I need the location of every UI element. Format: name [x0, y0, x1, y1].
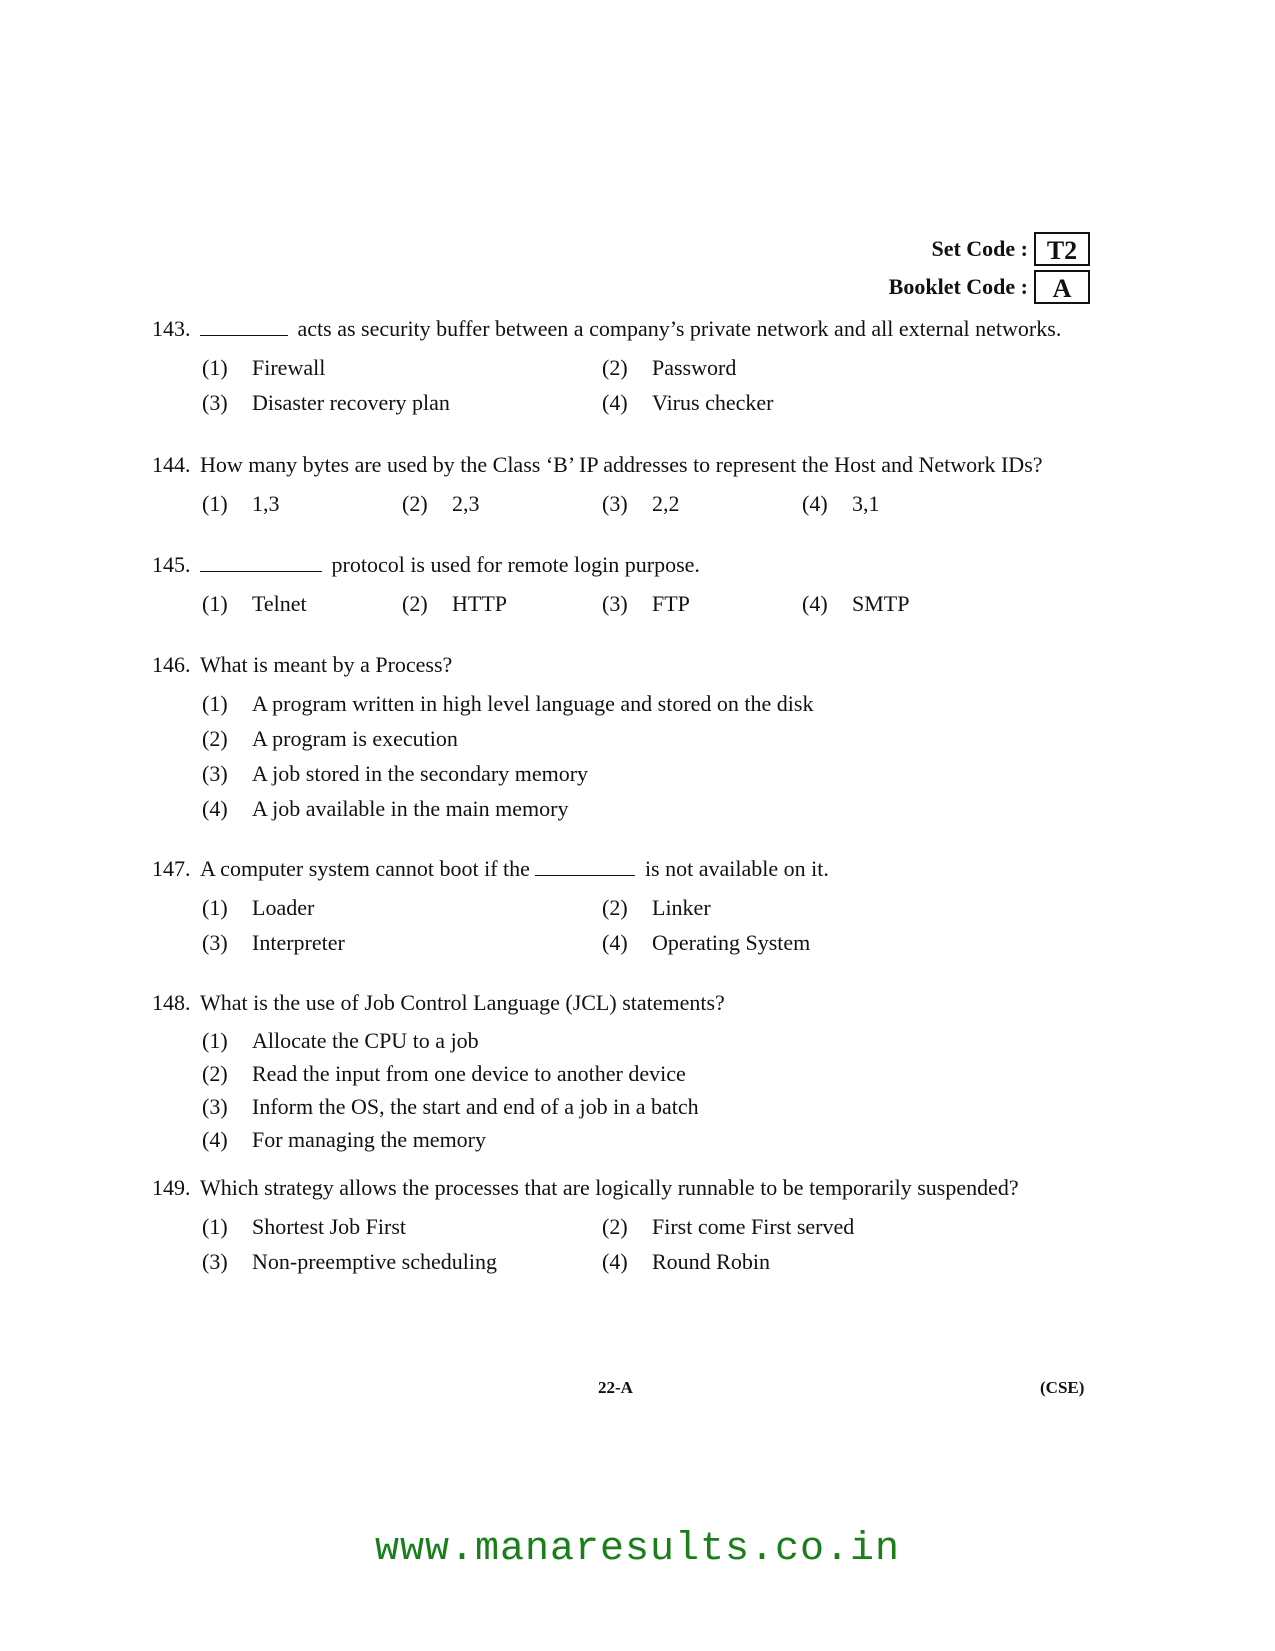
option-3	[202, 1249, 602, 1275]
booklet-code-box: A	[1034, 270, 1090, 304]
question-stem	[152, 452, 1092, 478]
option-1	[202, 491, 402, 517]
question-number: 146.	[152, 652, 191, 677]
question-text-post: is not available on it.	[644, 856, 829, 881]
option-1	[202, 1214, 602, 1240]
watermark-url[interactable]: www.manaresults.co.in	[374, 1527, 901, 1572]
option-1	[202, 355, 602, 381]
option-text: Interpreter	[252, 929, 345, 955]
option-1	[202, 691, 1002, 717]
question-145	[152, 552, 1092, 621]
option-number: (1)	[202, 1213, 228, 1239]
options	[202, 586, 1092, 621]
question-text	[200, 316, 1061, 342]
set-code-row	[889, 232, 1090, 266]
options	[202, 890, 1092, 960]
question-number: 147.	[152, 856, 191, 881]
booklet-code-label: Booklet Code :	[888, 274, 1028, 299]
fill-blank	[535, 859, 635, 876]
option-2	[602, 895, 1002, 921]
option-text: Allocate the CPU to a job	[252, 1027, 479, 1053]
option-number: (2)	[602, 354, 628, 380]
option-text: Shortest Job First	[252, 1213, 407, 1239]
question-143	[152, 316, 1092, 420]
option-text: Read the input from one device to another device	[252, 1060, 686, 1086]
question-text: How many bytes are used by the Class ‘B’ IP addresses to represent the Host and Network IDs?	[200, 452, 1043, 477]
option-number: (3)	[602, 490, 628, 516]
option-4	[602, 1249, 1002, 1275]
option-number: (1)	[202, 1027, 228, 1053]
option-text: 2,2	[652, 490, 680, 516]
option-number: (4)	[802, 590, 828, 616]
option-2	[602, 355, 1002, 381]
options	[202, 1024, 1092, 1156]
option-number: (4)	[202, 795, 228, 821]
option-number: (2)	[202, 1060, 228, 1086]
option-text: FTP	[652, 590, 690, 616]
option-text: 1,3	[252, 490, 280, 516]
options	[202, 1209, 1092, 1279]
option-number: (4)	[802, 490, 828, 516]
option-number: (2)	[602, 894, 628, 920]
question-text-post: acts as security buffer between a company’s private network and all external networks.	[297, 316, 1062, 341]
option-3	[202, 390, 602, 416]
question-text-post: protocol is used for remote login purpose.	[331, 552, 700, 577]
option-number: (2)	[602, 1213, 628, 1239]
option-number: (4)	[202, 1126, 228, 1152]
question-147	[152, 856, 1092, 960]
booklet-code-row	[889, 270, 1090, 304]
option-3	[202, 1094, 1002, 1120]
options	[202, 486, 1092, 521]
option-text: 2,3	[452, 490, 480, 516]
option-number: (4)	[602, 929, 628, 955]
option-text: SMTP	[852, 590, 910, 616]
question-148	[152, 990, 1092, 1156]
fill-blank	[200, 555, 322, 572]
option-text: A program written in high level language and stored on the disk	[252, 690, 814, 716]
option-text: First come First served	[652, 1213, 855, 1239]
option-3	[202, 930, 602, 956]
fill-blank	[200, 319, 288, 336]
option-4	[802, 491, 1002, 517]
option-number: (4)	[602, 389, 628, 415]
option-text: A job stored in the secondary memory	[252, 760, 589, 786]
option-text: A job available in the main memory	[252, 795, 569, 821]
option-number: (2)	[402, 490, 428, 516]
page-number: 22-A	[598, 1378, 633, 1397]
question-stem	[152, 316, 1092, 342]
option-text: HTTP	[452, 590, 507, 616]
question-144	[152, 452, 1092, 521]
question-146	[152, 652, 1092, 826]
option-3	[202, 761, 1002, 787]
option-text: For managing the memory	[252, 1126, 487, 1152]
option-text: Firewall	[252, 354, 326, 380]
option-text: Disaster recovery plan	[252, 389, 450, 415]
option-text: A program is execution	[252, 725, 458, 751]
option-4	[202, 1127, 1002, 1153]
option-number: (3)	[202, 1248, 228, 1274]
option-text: Operating System	[652, 929, 811, 955]
option-number: (1)	[202, 894, 228, 920]
option-3	[602, 591, 802, 617]
question-text: Which strategy allows the processes that are logically runnable to be temporarily suspended?	[200, 1175, 1019, 1200]
option-text: Telnet	[252, 590, 307, 616]
option-4	[802, 591, 1002, 617]
option-1	[202, 1028, 1002, 1054]
options	[202, 686, 1092, 826]
option-text: Linker	[652, 894, 711, 920]
option-text: Loader	[252, 894, 315, 920]
code-block	[889, 232, 1090, 308]
question-text-pre: A computer system cannot boot if the	[200, 856, 530, 881]
option-number: (1)	[202, 354, 228, 380]
question-stem	[152, 652, 1092, 678]
question-number: 148.	[152, 990, 191, 1015]
option-number: (3)	[202, 389, 228, 415]
option-2	[202, 1061, 1002, 1087]
option-text: Password	[652, 354, 737, 380]
option-1	[202, 591, 402, 617]
question-number: 149.	[152, 1175, 191, 1200]
option-4	[202, 796, 1002, 822]
question-stem	[152, 990, 1092, 1016]
option-number: (4)	[602, 1248, 628, 1274]
option-text: Round Robin	[652, 1248, 770, 1274]
option-number: (2)	[202, 725, 228, 751]
question-stem	[152, 856, 1092, 882]
option-number: (1)	[202, 690, 228, 716]
option-number: (2)	[402, 590, 428, 616]
option-text: 3,1	[852, 490, 880, 516]
subject-code: (CSE)	[1040, 1378, 1085, 1397]
option-2	[402, 491, 602, 517]
set-code-label: Set Code :	[931, 236, 1028, 261]
option-number: (3)	[202, 1093, 228, 1119]
option-text: Inform the OS, the start and end of a job in a batch	[252, 1093, 699, 1119]
question-number: 145.	[152, 552, 191, 577]
option-2	[202, 726, 1002, 752]
option-number: (3)	[202, 929, 228, 955]
question-149	[152, 1175, 1092, 1279]
option-2	[402, 591, 602, 617]
set-code-box: T2	[1034, 232, 1090, 266]
question-text	[200, 856, 829, 882]
option-2	[602, 1214, 1002, 1240]
option-number: (3)	[602, 590, 628, 616]
question-text: What is meant by a Process?	[200, 652, 453, 677]
options	[202, 350, 1092, 420]
option-3	[602, 491, 802, 517]
option-number: (1)	[202, 490, 228, 516]
option-number: (1)	[202, 590, 228, 616]
question-number: 143.	[152, 316, 191, 341]
option-number: (3)	[202, 760, 228, 786]
option-4	[602, 930, 1002, 956]
option-text: Non-preemptive scheduling	[252, 1248, 497, 1274]
question-number: 144.	[152, 452, 191, 477]
question-text: What is the use of Job Control Language (JCL) statements?	[200, 990, 725, 1015]
question-text	[200, 552, 700, 578]
option-4	[602, 390, 1002, 416]
option-1	[202, 895, 602, 921]
question-stem	[152, 552, 1092, 578]
question-stem	[152, 1175, 1092, 1201]
option-text: Virus checker	[652, 389, 774, 415]
